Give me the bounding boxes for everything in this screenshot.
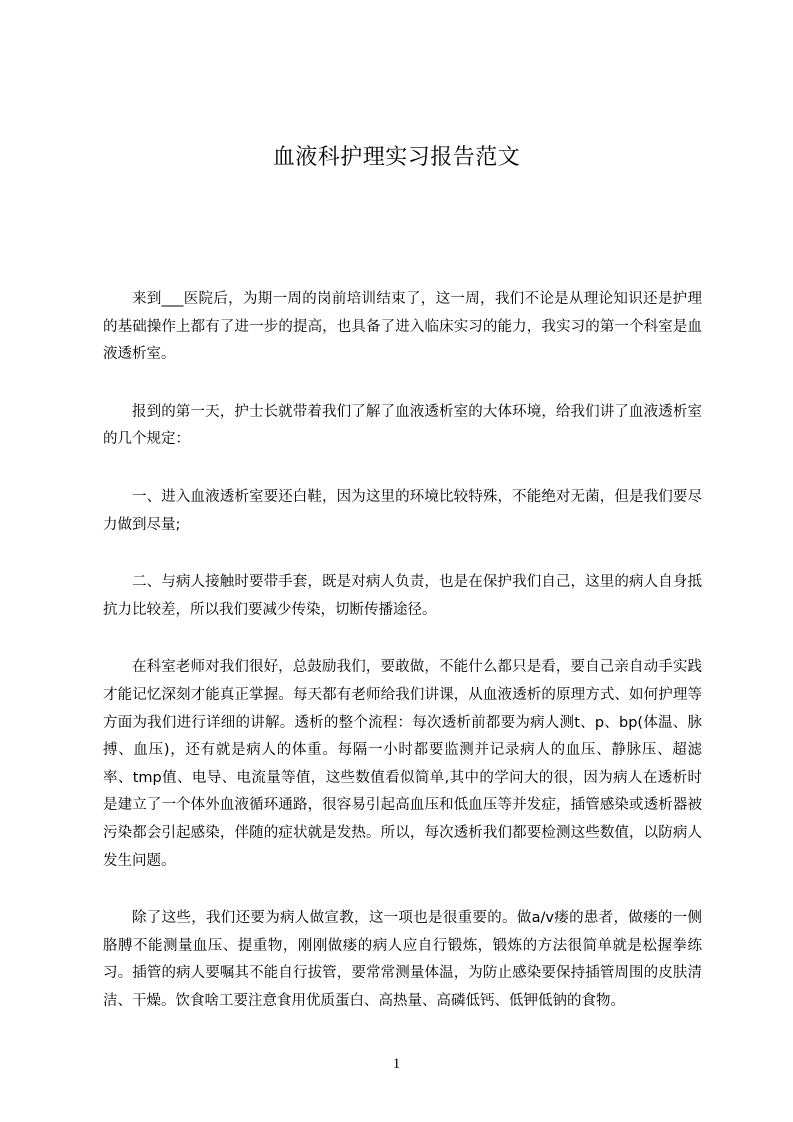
paragraph-patient-education: 除了这些，我们还要为病人做宣教，这一项也是很重要的。做a/v瘘的患者，做瘘的一侧胳膊不能测量血压、提重物，刚刚做瘘的病人应自行锻炼，锻炼的方法很简单就是松握拳练习。插管的病人要嘱其不能自行拔管，要常常测量体温，为防止感染要保持插管周围的皮肤清洁、干燥。饮食啥工要注意食用优质蛋白、高热量、高磷低钙、低钾低钠的食物。 bbox=[103, 910, 702, 1009]
document-title: 血液科护理实习报告范文 bbox=[272, 145, 521, 170]
document-body bbox=[103, 286, 702, 1045]
paragraph-dialysis-process: 在科室老师对我们很好，总鼓励我们，要敢做，不能什么都只是看，要自己亲自动手实践才能记忆深刻才能真正掌握。每天都有老师给我们讲课，从血液透析的原理方式、如何护理等方面为我们进行详细的讲解。透析的整个流程：每次透析前都要为病人测t、p、bp(体温、脉搏、血压)，还有就是病人的体重。每隔一小时都要监测并记录病人的血压、静脉压、超滤率、tmp值、电导、电流量等值，这些数值看似简单,其中的学问大的很，因为病人在透析时是建立了一个体外血液循环通路，很容易引起高血压和低血压等并发症，插管感染或透析器被污染都会引起感染，伴随的症状就是发热。所以，每次透析我们都要检测这些数值，以防病人发生问题。 bbox=[103, 659, 702, 869]
page-number: 1 bbox=[392, 1056, 401, 1072]
paragraph-first-day: 报到的第一天，护士长就带着我们了解了血液透析室的大体环境，给我们讲了血液透析室的几个规定： bbox=[103, 403, 702, 448]
paragraph-rule-one: 一、进入血液透析室要还白鞋，因为这里的环境比较特殊，不能绝对无菌，但是我们要尽力做到尽量; bbox=[103, 488, 702, 533]
paragraph-intro: 来到___医院后，为期一周的岗前培训结束了，这一周，我们不论是从理论知识还是护理的基础操作上都有了进一步的提高，也具备了进入临床实习的能力，我实习的第一个科室是血液透析室。 bbox=[103, 291, 702, 363]
paragraph-rule-two: 二、与病人接触时要带手套，既是对病人负责，也是在保护我们自己，这里的病人自身抵抗力比较差，所以我们要减少传染，切断传播途径。 bbox=[103, 574, 702, 618]
